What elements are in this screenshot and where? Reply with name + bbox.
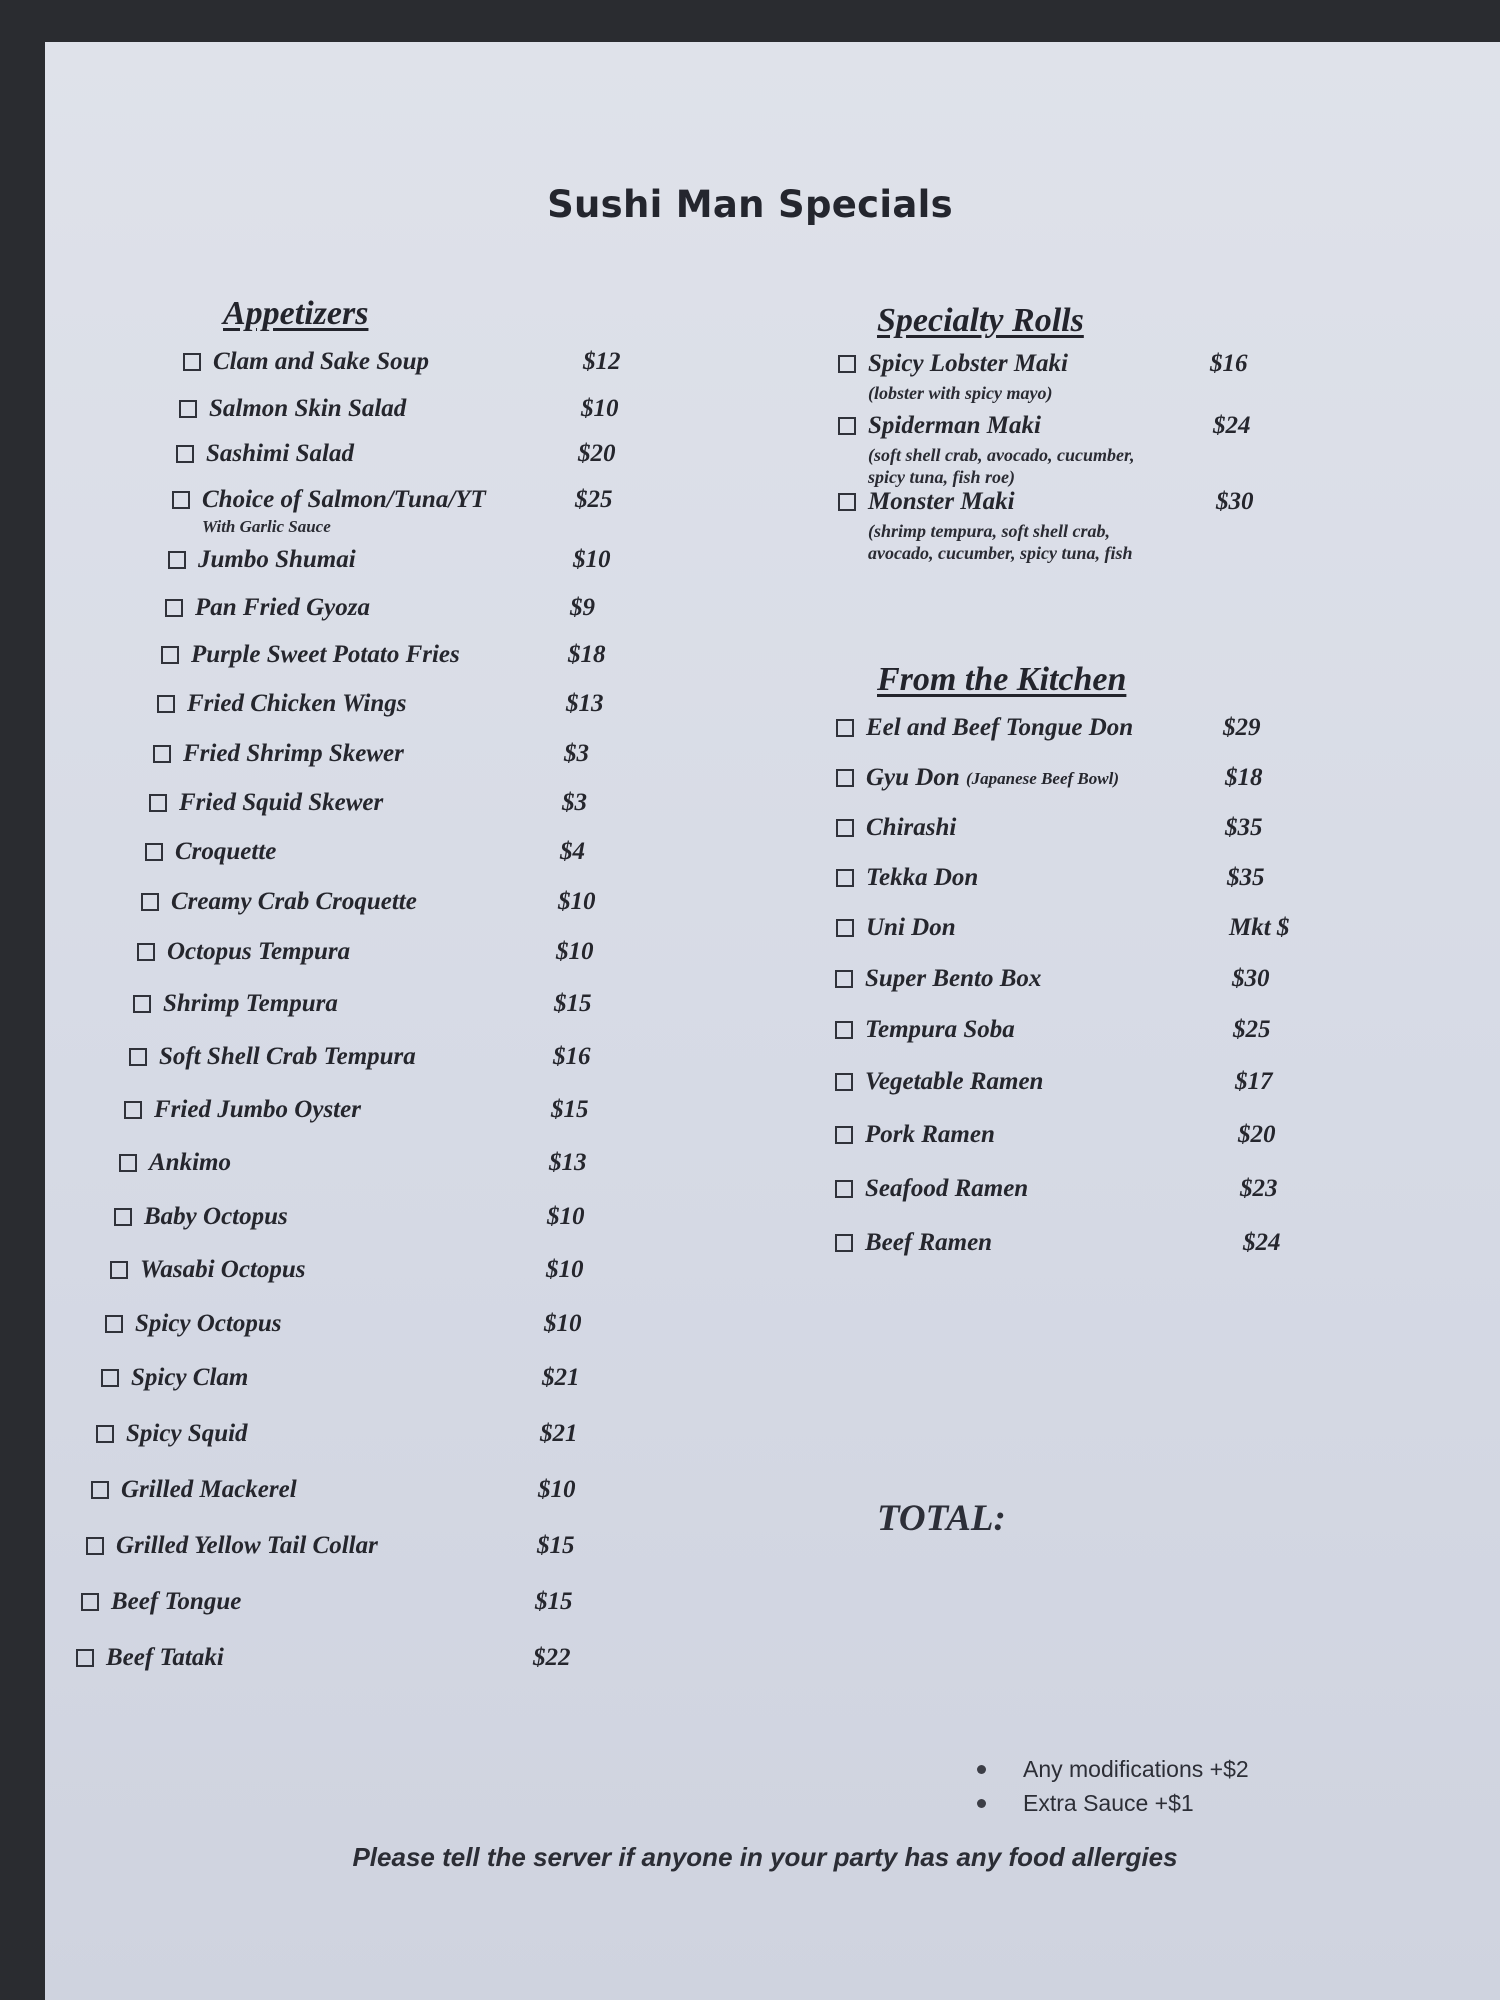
item-checkbox[interactable] xyxy=(133,995,151,1013)
allergy-note: Please tell the server if anyone in your party has any food allergies xyxy=(352,1842,1178,1872)
item-checkbox[interactable] xyxy=(838,355,856,373)
item-checkbox[interactable] xyxy=(119,1154,137,1172)
item-description: avocado, cucumber, spicy tuna, fish xyxy=(868,543,1133,563)
total-label: TOTAL: xyxy=(877,1498,1006,1539)
item-price: $10 xyxy=(558,888,596,915)
item-name: Pork Ramen xyxy=(865,1121,995,1148)
item-name: Grilled Yellow Tail Collar xyxy=(116,1532,378,1559)
item-name: Tempura Soba xyxy=(865,1016,1015,1043)
item-price: $35 xyxy=(1225,814,1263,841)
item-name: Beef Ramen xyxy=(865,1229,993,1256)
item-checkbox[interactable] xyxy=(835,1126,853,1144)
item-name: Spicy Lobster Maki xyxy=(868,350,1068,377)
item-price: $12 xyxy=(583,348,621,375)
item-name: Gyu Don xyxy=(866,764,960,791)
item-note: (Japanese Beef Bowl) xyxy=(966,769,1119,788)
item-price: $20 xyxy=(1238,1121,1276,1148)
item-price: $4 xyxy=(560,838,585,865)
item-price: $18 xyxy=(1225,764,1263,791)
item-price: $13 xyxy=(549,1149,587,1176)
item-price: $10 xyxy=(556,938,594,965)
item-price: $23 xyxy=(1240,1175,1278,1202)
item-price: $15 xyxy=(554,990,592,1017)
item-description: (shrimp tempura, soft shell crab, xyxy=(868,521,1111,541)
item-checkbox[interactable] xyxy=(114,1208,132,1226)
item-checkbox[interactable] xyxy=(838,493,856,511)
item-price: $10 xyxy=(538,1476,576,1503)
item-checkbox[interactable] xyxy=(835,1021,853,1039)
item-price: $17 xyxy=(1235,1068,1273,1095)
item-name: Eel and Beef Tongue Don xyxy=(866,714,1134,741)
item-checkbox[interactable] xyxy=(836,869,854,887)
item-price: $35 xyxy=(1227,864,1265,891)
item-price: $25 xyxy=(1233,1016,1271,1043)
item-checkbox[interactable] xyxy=(141,893,159,911)
item-checkbox[interactable] xyxy=(836,819,854,837)
item-price: $29 xyxy=(1223,714,1261,741)
item-name: Spicy Squid xyxy=(126,1420,248,1447)
item-name: Spicy Octopus xyxy=(135,1310,282,1337)
item-checkbox[interactable] xyxy=(172,491,190,509)
item-name: Chirashi xyxy=(866,814,957,841)
item-name: Fried Jumbo Oyster xyxy=(154,1096,361,1123)
item-price: $9 xyxy=(570,594,595,621)
item-checkbox[interactable] xyxy=(105,1315,123,1333)
item-name: Croquette xyxy=(175,838,277,865)
item-checkbox[interactable] xyxy=(161,646,179,664)
item-price: $10 xyxy=(581,395,619,422)
item-name: Spicy Clam xyxy=(131,1364,249,1391)
item-price: $21 xyxy=(542,1364,580,1391)
item-price: $18 xyxy=(568,641,606,668)
item-checkbox[interactable] xyxy=(179,400,197,418)
item-checkbox[interactable] xyxy=(835,1180,853,1198)
item-name: Super Bento Box xyxy=(865,965,1042,992)
item-checkbox[interactable] xyxy=(153,745,171,763)
item-name: Soft Shell Crab Tempura xyxy=(159,1043,416,1070)
item-checkbox[interactable] xyxy=(835,970,853,988)
item-checkbox[interactable] xyxy=(149,794,167,812)
item-price: $3 xyxy=(564,740,589,767)
item-name: Wasabi Octopus xyxy=(140,1256,306,1283)
item-name: Salmon Skin Salad xyxy=(209,395,407,422)
item-checkbox[interactable] xyxy=(176,445,194,463)
item-price: $10 xyxy=(546,1256,584,1283)
item-name: Fried Chicken Wings xyxy=(187,690,407,717)
item-name: Sashimi Salad xyxy=(206,440,354,467)
item-checkbox[interactable] xyxy=(836,769,854,787)
item-checkbox[interactable] xyxy=(110,1261,128,1279)
specialty-rolls-heading: Specialty Rolls xyxy=(877,302,1084,339)
list-item xyxy=(975,1752,1249,1786)
item-description: (lobster with spicy mayo) xyxy=(868,383,1053,403)
item-checkbox[interactable] xyxy=(835,1073,853,1091)
item-checkbox[interactable] xyxy=(183,353,201,371)
item-checkbox[interactable] xyxy=(137,943,155,961)
item-name: Monster Maki xyxy=(868,488,1015,515)
item-description: spicy tuna, fish roe) xyxy=(868,467,1016,487)
item-name: Tekka Don xyxy=(866,864,979,891)
item-name: Clam and Sake Soup xyxy=(213,348,430,375)
item-checkbox[interactable] xyxy=(96,1425,114,1443)
item-checkbox[interactable] xyxy=(91,1481,109,1499)
item-price: $16 xyxy=(553,1043,591,1070)
kitchen-heading: From the Kitchen xyxy=(877,661,1127,698)
item-checkbox[interactable] xyxy=(836,919,854,937)
appetizers-heading: Appetizers xyxy=(223,295,369,332)
item-description: (soft shell crab, avocado, cucumber, xyxy=(868,445,1135,465)
note-text: Extra Sauce +$1 xyxy=(1023,1790,1194,1816)
item-name: Jumbo Shumai xyxy=(198,546,356,573)
item-price: $21 xyxy=(540,1420,578,1447)
item-price: $10 xyxy=(573,546,611,573)
item-checkbox[interactable] xyxy=(101,1369,119,1387)
item-price: $30 xyxy=(1232,965,1270,992)
item-checkbox[interactable] xyxy=(838,417,856,435)
item-checkbox[interactable] xyxy=(157,695,175,713)
item-name: Spiderman Maki xyxy=(868,412,1041,439)
item-name: Beef Tongue xyxy=(111,1588,242,1615)
item-name: Pan Fried Gyoza xyxy=(195,594,370,621)
menu-paper xyxy=(45,42,1500,2000)
item-checkbox[interactable] xyxy=(81,1593,99,1611)
item-checkbox[interactable] xyxy=(76,1649,94,1667)
notes-list xyxy=(975,1752,1249,1820)
item-name: Octopus Tempura xyxy=(167,938,351,965)
item-checkbox[interactable] xyxy=(129,1048,147,1066)
item-price: $20 xyxy=(578,440,616,467)
item-name: Seafood Ramen xyxy=(865,1175,1029,1202)
item-name: Grilled Mackerel xyxy=(121,1476,297,1503)
item-name: Vegetable Ramen xyxy=(865,1068,1044,1095)
bullet-icon xyxy=(977,1765,986,1774)
item-checkbox[interactable] xyxy=(168,551,186,569)
note-text: Any modifications +$2 xyxy=(1023,1756,1249,1782)
item-price: $22 xyxy=(533,1644,571,1671)
item-price: Mkt $ xyxy=(1229,914,1290,941)
item-name: Shrimp Tempura xyxy=(163,990,338,1017)
item-name: Beef Tataki xyxy=(106,1644,224,1671)
item-checkbox[interactable] xyxy=(145,843,163,861)
item-name: Fried Shrimp Skewer xyxy=(183,740,404,767)
item-checkbox[interactable] xyxy=(165,599,183,617)
item-checkbox[interactable] xyxy=(124,1101,142,1119)
item-name: Creamy Crab Croquette xyxy=(171,888,417,915)
list-item xyxy=(975,1786,1249,1820)
item-name: Fried Squid Skewer xyxy=(179,789,384,816)
item-checkbox[interactable] xyxy=(836,719,854,737)
item-price: $3 xyxy=(562,789,587,816)
item-name: Choice of Salmon/Tuna/YT xyxy=(202,486,486,513)
item-checkbox[interactable] xyxy=(86,1537,104,1555)
item-price: $16 xyxy=(1210,350,1248,377)
item-price: $10 xyxy=(547,1203,585,1230)
item-price: $10 xyxy=(544,1310,582,1337)
item-price: $15 xyxy=(551,1096,589,1123)
item-price: $15 xyxy=(537,1532,575,1559)
item-price: $24 xyxy=(1213,412,1251,439)
item-note: With Garlic Sauce xyxy=(202,517,331,536)
item-price: $24 xyxy=(1243,1229,1281,1256)
item-price: $25 xyxy=(575,486,613,513)
item-checkbox[interactable] xyxy=(835,1234,853,1252)
item-price: $15 xyxy=(535,1588,573,1615)
item-price: $30 xyxy=(1216,488,1254,515)
item-name: Baby Octopus xyxy=(144,1203,288,1230)
bullet-icon xyxy=(977,1799,986,1808)
item-name: Uni Don xyxy=(866,914,956,941)
item-price: $13 xyxy=(566,690,604,717)
item-name: Purple Sweet Potato Fries xyxy=(191,641,460,668)
page-title: Sushi Man Specials xyxy=(547,183,953,226)
item-name: Ankimo xyxy=(149,1149,231,1176)
